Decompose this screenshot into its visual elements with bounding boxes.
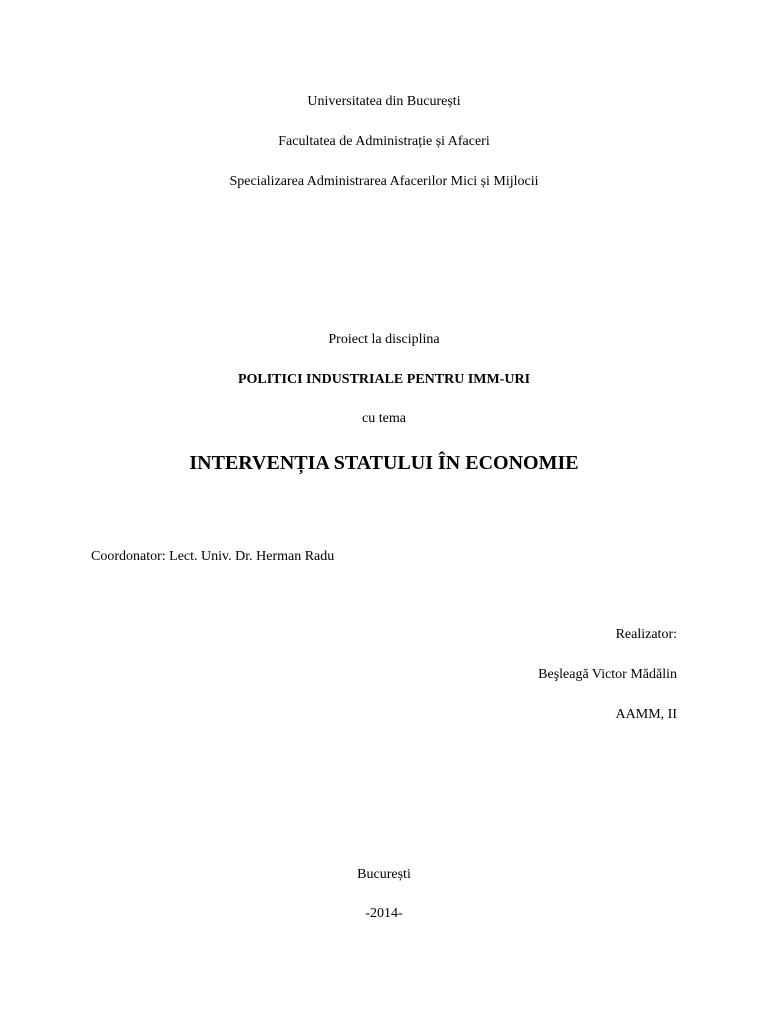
- author-group: AAMM, II: [615, 707, 677, 722]
- faculty-name: Facultatea de Administrație și Afaceri: [278, 134, 490, 149]
- theme-intro: cu tema: [362, 411, 406, 426]
- footer-year: -2014-: [365, 906, 403, 921]
- discipline-name: POLITICI INDUSTRIALE PENTRU IMM-URI: [237, 372, 531, 387]
- coordinator-line: Coordonator: Lect. Univ. Dr. Herman Radu: [91, 549, 335, 564]
- project-intro: Proiect la disciplina: [328, 332, 440, 347]
- university-name: Universitatea din București: [307, 94, 461, 109]
- author-name: Beşleagă Victor Mădălin: [538, 667, 677, 682]
- author-label: Realizator:: [615, 627, 677, 642]
- project-title: INTERVENȚIA STATULUI ÎN ECONOMIE: [189, 452, 579, 474]
- specialization-name: Specializarea Administrarea Afacerilor Mici și Mijlocii: [229, 174, 539, 189]
- footer-city: București: [357, 867, 411, 882]
